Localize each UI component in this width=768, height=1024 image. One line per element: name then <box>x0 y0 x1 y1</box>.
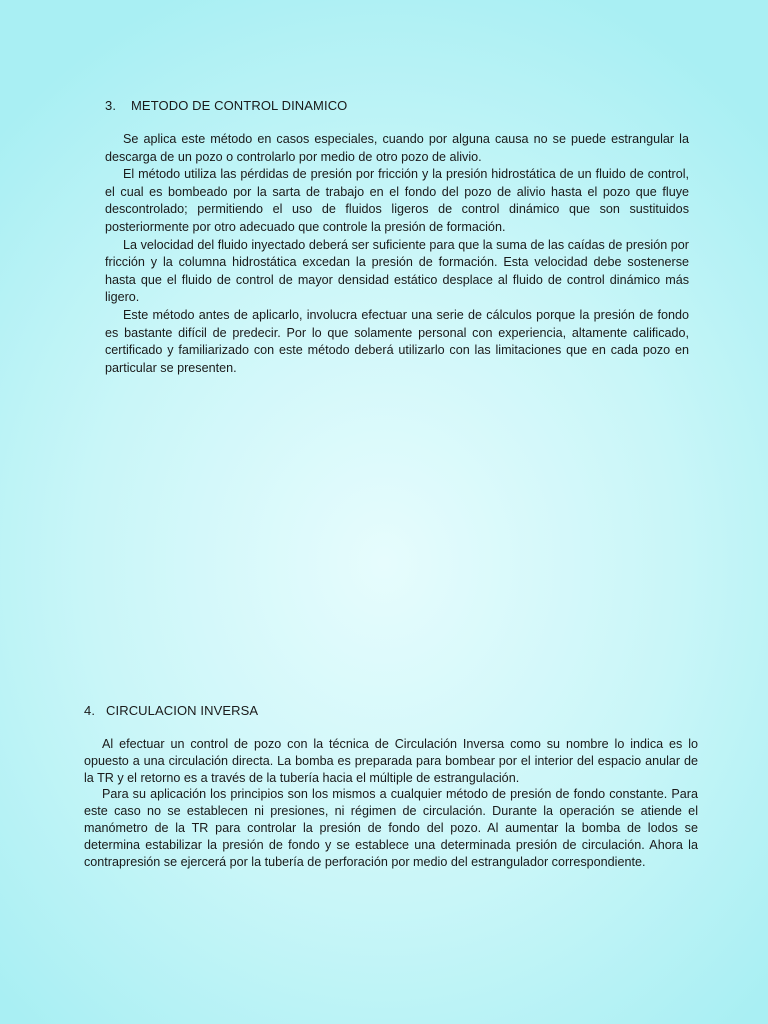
section-4-heading <box>84 703 698 718</box>
paragraph: El método utiliza las pérdidas de presión por fricción y la presión hidrostática de un fluido de control, el cual es bombeado por la sarta de trabajo en el fondo del pozo de alivio hasta el pozo que fluye descontrolado; permitiendo el uso de fluidos ligeros de control dinámico que son sustituidos posteriormente por otro adecuado que controle la presión de formación. <box>105 167 689 234</box>
paragraph: La velocidad del fluido inyectado deberá ser suficiente para que la suma de las caídas de presión por fricción y la columna hidrostática excedan la presión de formación. Esta velocidad debe sostenerse hasta que el fluido de control de mayor densidad estático desplace al fluido de control dinámico más ligero. <box>105 237 689 305</box>
section-4 <box>84 703 698 870</box>
paragraph: Al efectuar un control de pozo con la técnica de Circulación Inversa como su nombre lo indica es lo opuesto a una circulación directa. La bomba es preparada para bombear por el interior del espacio anular de la TR y el retorno es a través de la tubería hacia el múltiple de estrangulación. <box>84 737 698 785</box>
section-3-number: 3. <box>105 98 117 113</box>
section-3 <box>105 98 689 377</box>
paragraph: Para su aplicación los principios son los mismos a cualquier método de presión de fondo constante. Para este caso no se establecen ni presiones, ni régimen de circulación. Durante la operación se atiende el manómetro de la TR para controlar la presión de fondo del pozo. Al aumentar la bomba de lodos se determina estabilizar la presión de fondo y se establece una determinada presión de circulación. Ahora la contrapresión se ejercerá por la tubería de perforación por medio del estrangulador correspondiente. <box>84 787 698 869</box>
paragraph: Se aplica este método en casos especiales, cuando por alguna causa no se puede estrangular la descarga de un pozo o controlarlo por medio de otro pozo de alivio. <box>105 132 689 164</box>
paragraph: Este método antes de aplicarlo, involucra efectuar una serie de cálculos porque la presión de fondo es bastante difícil de predecir. Por lo que solamente personal con experiencia, altamente calificado, certificado y familiarizado con este método deberá utilizarlo con las limitaciones que en cada pozo en particular se presenten. <box>105 307 689 375</box>
section-3-title: METODO DE CONTROL DINAMICO <box>131 98 348 113</box>
section-3-heading <box>105 98 689 113</box>
section-4-title: CIRCULACION INVERSA <box>106 703 259 718</box>
section-4-number: 4. <box>84 703 96 718</box>
